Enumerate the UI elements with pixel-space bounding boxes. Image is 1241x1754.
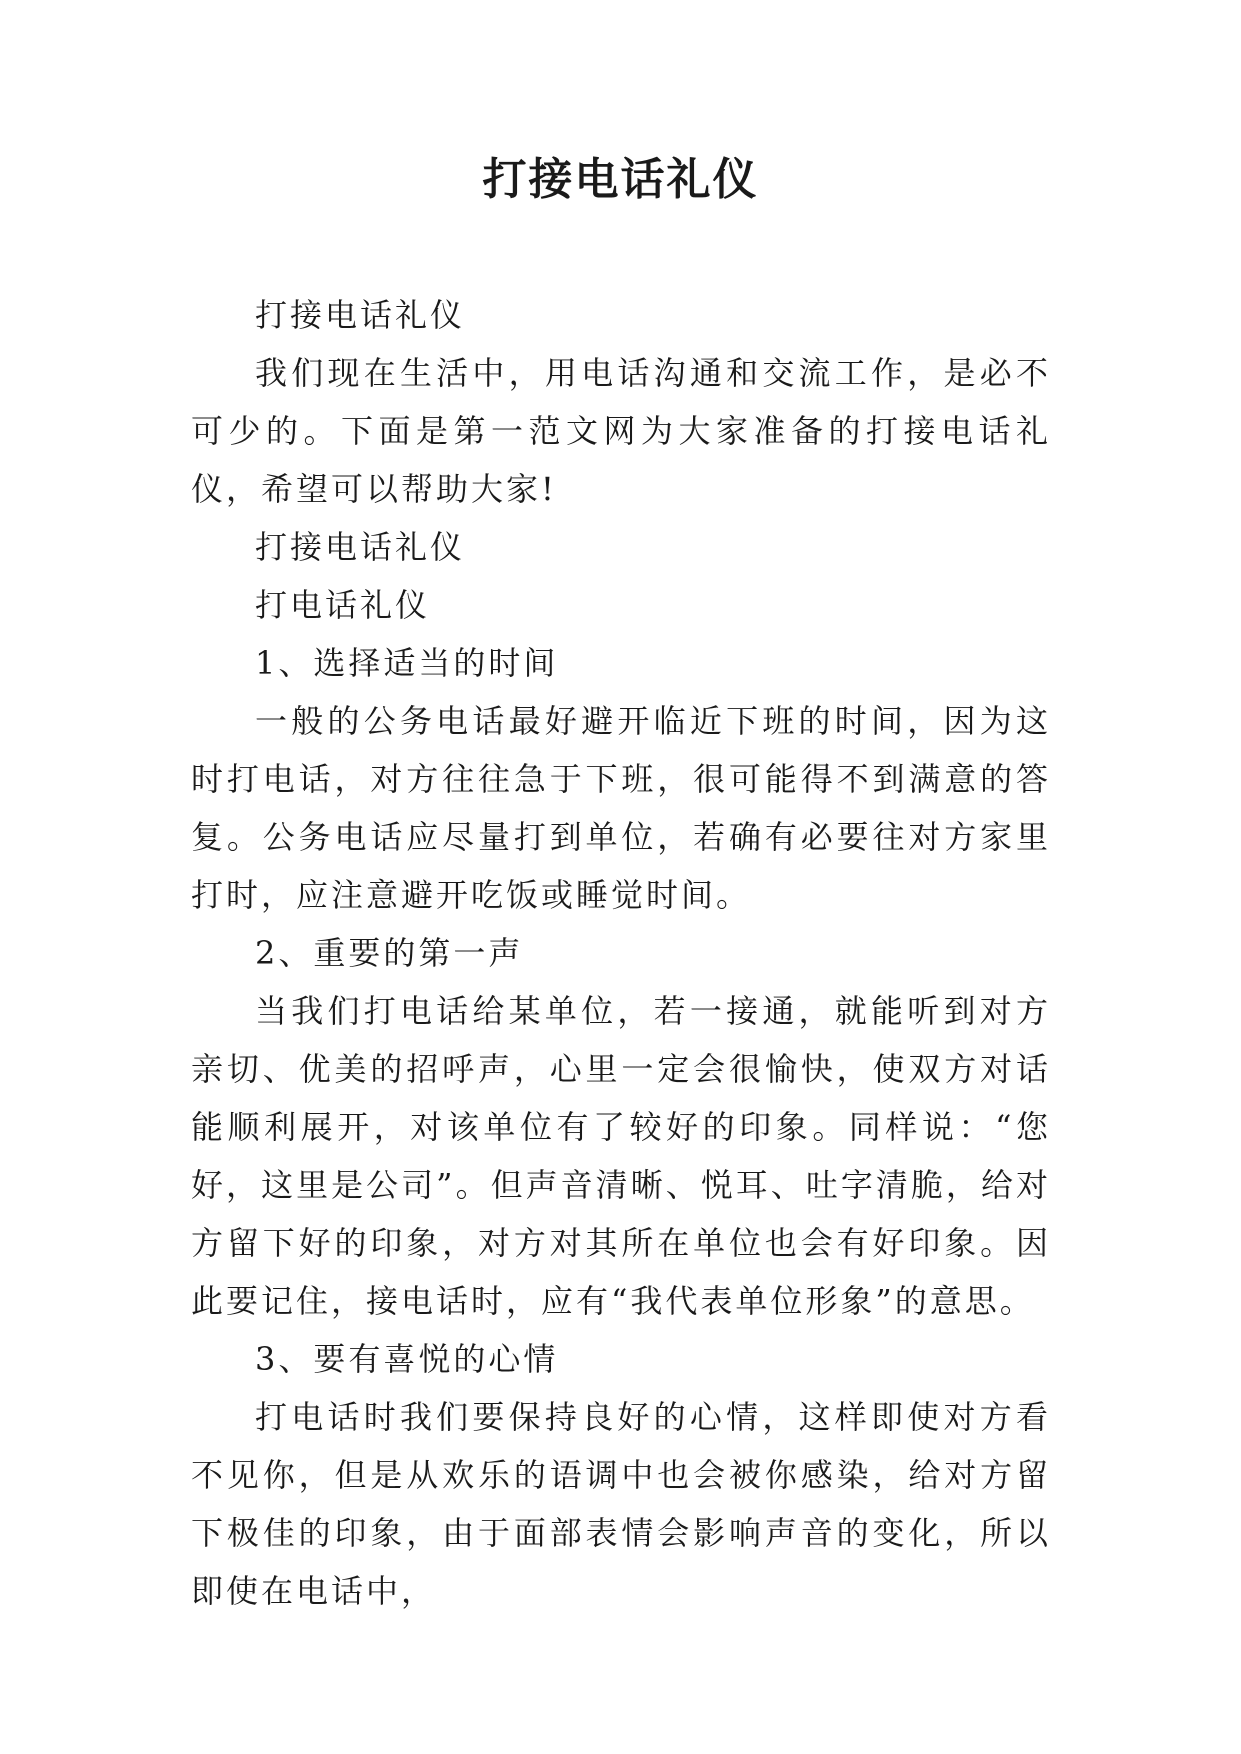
section-heading-calling: 打电话礼仪 <box>255 586 431 624</box>
paragraph-intro: 我们现在生活中，用电话沟通和交流工作，是必不可少的。下面是第一范文网为大家准备的打接电话礼仪，希望可以帮助大家! <box>191 354 1051 508</box>
item-heading-1: 1、选择适当的时间 <box>255 644 559 682</box>
item-heading-3: 3、要有喜悦的心情 <box>255 1340 559 1378</box>
item-body-3: 打电话时我们要保持良好的心情，这样即使对方看不见你，但是从欢乐的语调中也会被你感染，给对方留下极佳的印象，由于面部表情会影响声音的变化，所以即使在电话中， <box>191 1398 1051 1610</box>
document-title: 打接电话礼仪 <box>482 154 759 205</box>
document-body <box>191 286 1051 1620</box>
item-body-1: 一般的公务电话最好避开临近下班的时间，因为这时打电话，对方往往急于下班，很可能得不到满意的答复。公务电话应尽量打到单位，若确有必要往对方家里打时，应注意避开吃饭或睡觉时间。 <box>191 702 1051 914</box>
item-body-2: 当我们打电话给某单位，若一接通，就能听到对方亲切、优美的招呼声，心里一定会很愉快，使双方对话能顺利展开，对该单位有了较好的印象。同样说：“您好，这里是公司”。但声音清晰、悦耳、吐字清脆，给对方留下好的印象，对方对其所在单位也会有好印象。因此要记住，接电话时，应有“我代表单位形象”的意思。 <box>191 992 1051 1320</box>
paragraph-heading: 打接电话礼仪 <box>255 528 466 566</box>
paragraph-subtitle: 打接电话礼仪 <box>255 296 466 334</box>
item-heading-2: 2、重要的第一声 <box>255 934 524 972</box>
